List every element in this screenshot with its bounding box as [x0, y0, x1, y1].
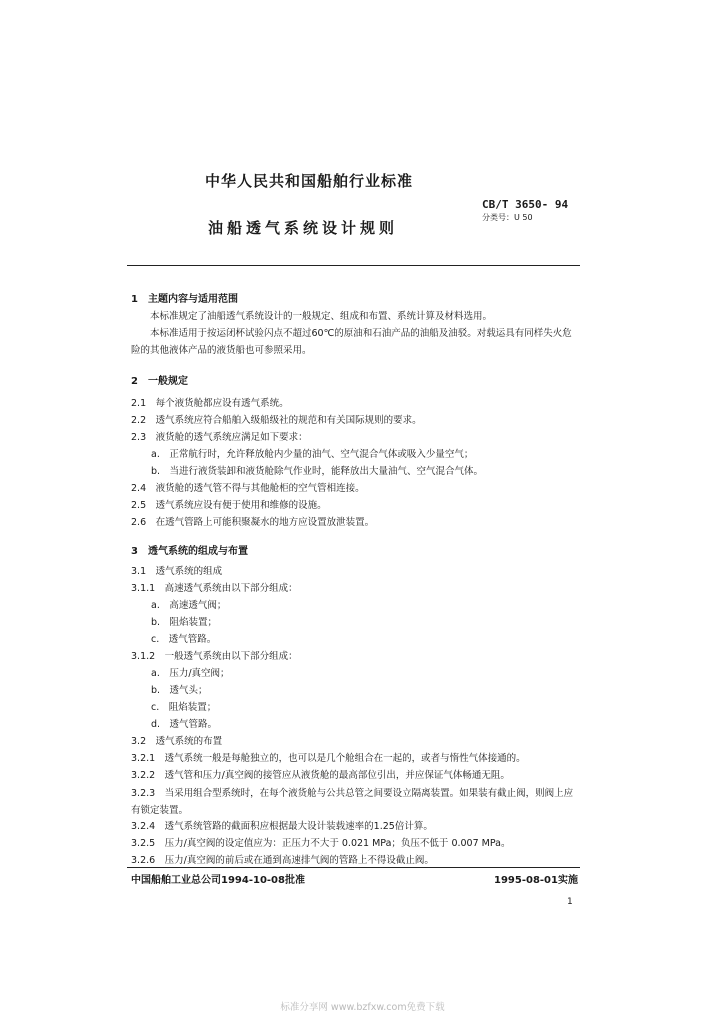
clause-3-1-1-b: b. 阻焰装置； — [151, 617, 218, 628]
clause-3-1-2-b: b. 透气头； — [151, 685, 208, 696]
clause-3-1-2: 3.1.2 一般透气系统由以下部分组成： — [131, 651, 298, 662]
clause-3-1-1: 3.1.1 高速透气系统由以下部分组成： — [131, 583, 298, 594]
section-1-paragraph-1: 本标准规定了油船透气系统设计的一般规定、组成和布置、系统计算及材料选用。 — [150, 311, 493, 322]
clause-2-2: 2.2 透气系统应符合船舶入级船级社的规范和有关国际规则的要求。 — [131, 415, 422, 426]
clause-3-2-2: 3.2.2 透气管和压力/真空阀的接管应从液货舱的最高部位引出，并应保证气体畅通无阻。 — [131, 770, 510, 781]
section-2-heading: 2 一般规定 — [131, 376, 188, 387]
classification-code: 分类号：U 50 — [482, 213, 533, 222]
clause-3-1-2-a: a. 压力/真空阀； — [151, 668, 230, 679]
document-title: 油船透气系统设计规则 — [208, 219, 399, 237]
clause-3-2-1: 3.2.1 透气系统一般是每舱独立的，也可以是几个舱组合在一起的，或者与惰性气体接通的。 — [131, 753, 526, 764]
clause-3-1-2-d: d. 透气管路。 — [151, 719, 218, 730]
standard-code: CB/T 3650- 94 — [482, 198, 569, 211]
clause-2-3: 2.3 液货舱的透气系统应满足如下要求： — [131, 432, 308, 443]
approval-date: 中国船舶工业总公司1994-10-08批准 — [131, 875, 305, 886]
clause-2-1: 2.1 每个液货舱都应设有透气系统。 — [131, 398, 289, 409]
footer-divider — [127, 867, 580, 868]
implementation-date: 1995-08-01实施 — [494, 875, 578, 886]
clause-3-2-4: 3.2.4 透气系统管路的截面积应根据最大设计装载速率的1.25倍计算。 — [131, 821, 433, 832]
clause-3-1: 3.1 透气系统的组成 — [131, 566, 223, 577]
clause-2-4: 2.4 液货舱的透气管不得与其他舱柜的空气管相连接。 — [131, 483, 365, 494]
clause-3-1-1-a: a. 高速透气阀； — [151, 600, 227, 611]
clause-2-5: 2.5 透气系统应设有便于使用和维修的设施。 — [131, 500, 327, 511]
site-watermark: 标准分享网 www.bzfxw.com免费下载 — [280, 1002, 445, 1013]
section-3-heading: 3 透气系统的组成与布置 — [131, 546, 248, 557]
clause-2-6: 2.6 在透气管路上可能积聚凝水的地方应设置放泄装置。 — [131, 517, 375, 528]
clause-3-2-5: 3.2.5 压力/真空阀的设定值应为：正压力不大于 0.021 MPa；负压不低于 0.007 MPa。 — [131, 838, 511, 849]
title-divider — [127, 265, 580, 266]
section-1-paragraph-2: 本标准适用于按运闭杯试验闪点不超过60℃的原油和石油产品的油船及油驳。对载运具有同样失火危险的其他液体产品的液货船也可参照采用。 — [131, 328, 572, 356]
clause-2-3-a: a. 正常航行时，允许释放舱内少量的油气、空气混合气体或吸入少量空气； — [151, 449, 474, 460]
clause-2-3-b: b. 当进行液货装卸和液货舱除气作业时，能释放出大量油气、空气混合气体。 — [151, 466, 484, 477]
section-1-heading: 1 主题内容与适用范围 — [131, 294, 238, 305]
clause-3-2-3: 3.2.3 当采用组合型系统时，在每个液货舱与公共总管之间要设立隔离装置。如果装有截止阀，则阀上应有锁定装置。 — [131, 788, 574, 816]
clause-3-2-6: 3.2.6 压力/真空阀的前后或在通到高速排气阀的管路上不得设截止阀。 — [131, 855, 434, 866]
clause-3-1-1-c: c. 透气管路。 — [151, 634, 217, 645]
clause-3-1-2-c: c. 阻焰装置； — [151, 702, 217, 713]
page-number: 1 — [567, 897, 573, 907]
clause-3-2: 3.2 透气系统的布置 — [131, 736, 223, 747]
standard-category-title: 中华人民共和国船舶行业标准 — [205, 172, 414, 190]
